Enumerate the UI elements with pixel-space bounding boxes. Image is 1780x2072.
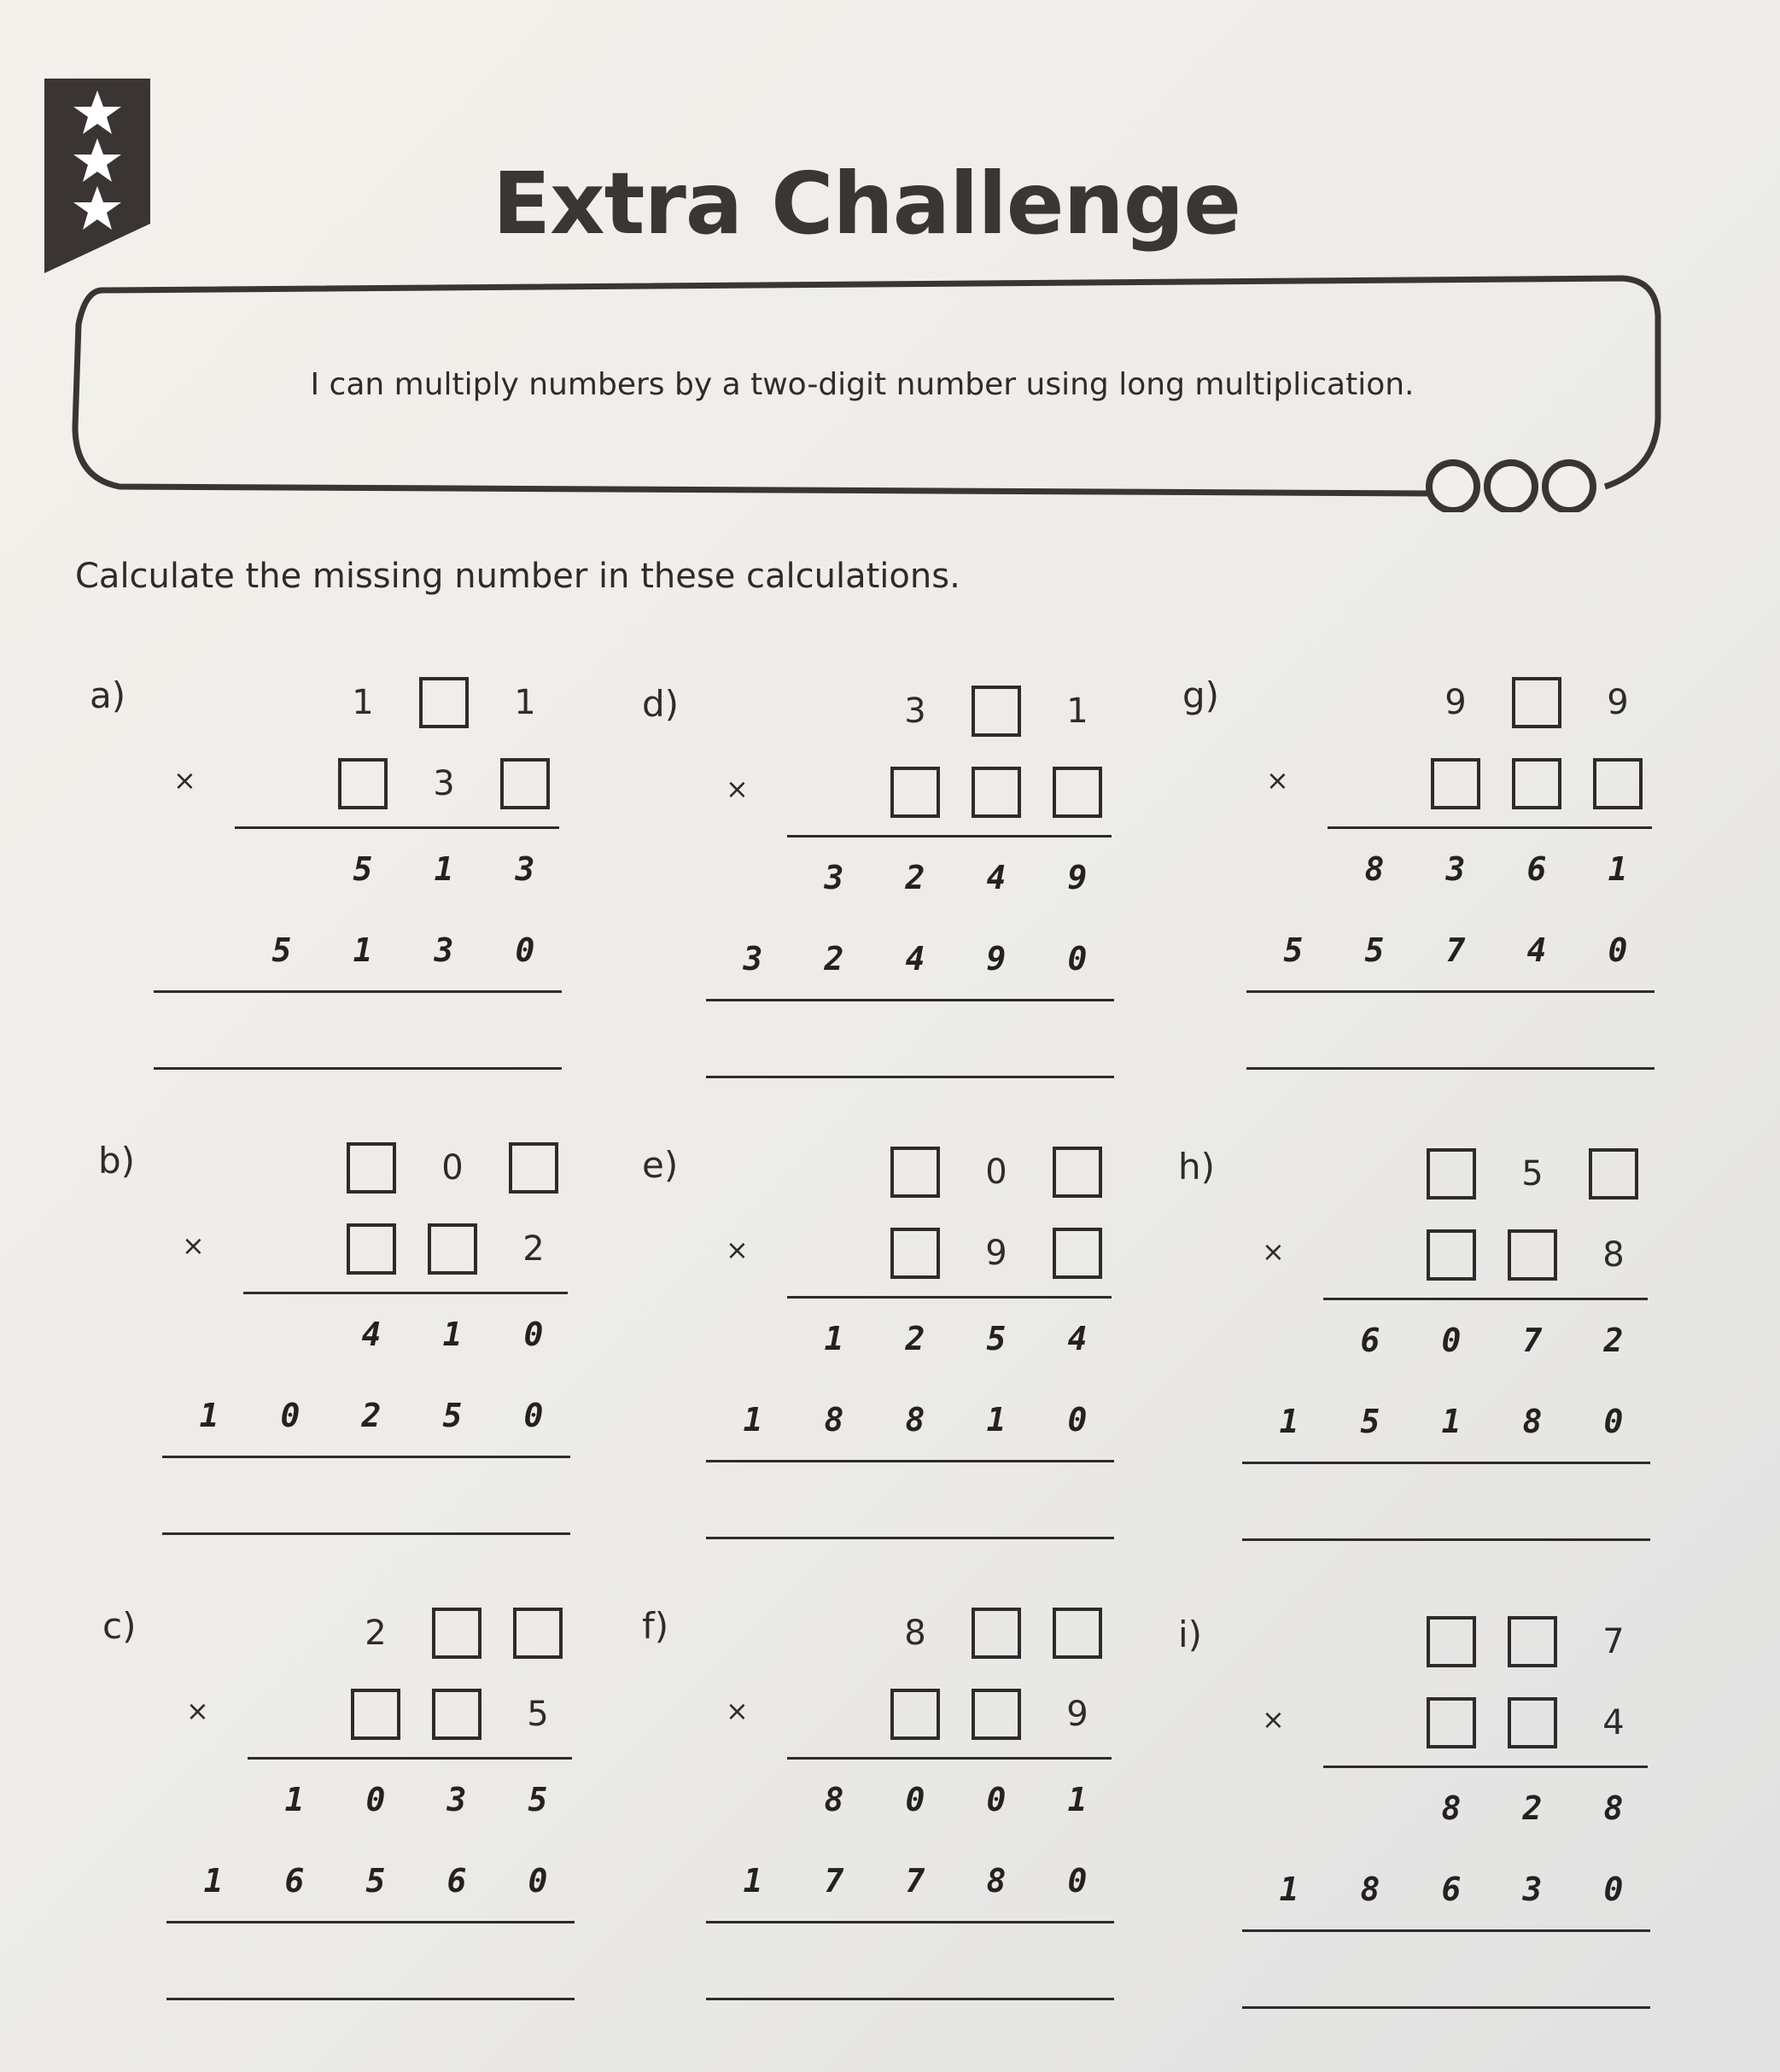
problem-b xyxy=(98,1140,610,1584)
sum-line xyxy=(162,1456,570,1458)
missing-digit-box[interactable] xyxy=(1508,1616,1557,1667)
answer-line[interactable] xyxy=(706,1537,1114,1539)
digit-cell[interactable] xyxy=(890,764,941,820)
given-digit: 9 xyxy=(1066,1695,1088,1734)
missing-digit-box[interactable] xyxy=(419,677,469,728)
missing-digit-box[interactable] xyxy=(500,758,550,809)
product-line xyxy=(235,826,559,829)
digit-cell[interactable] xyxy=(346,1140,397,1196)
handwritten-digit: 1 xyxy=(442,1316,463,1353)
digit-cell[interactable] xyxy=(1052,1605,1103,1661)
missing-digit-box[interactable] xyxy=(1427,1697,1476,1748)
handwritten-digit: 5 xyxy=(1360,1403,1380,1440)
given-digit: 3 xyxy=(433,764,455,803)
handwritten-digit: 5 xyxy=(1364,931,1385,969)
digit-cell[interactable] xyxy=(1430,756,1481,812)
missing-digit-box[interactable] xyxy=(513,1608,563,1659)
problem-label: c) xyxy=(102,1605,137,1647)
handwritten-digit: 0 xyxy=(1608,931,1628,969)
handwritten-digit: 1 xyxy=(434,850,454,888)
multiply-sign: × xyxy=(1262,1235,1285,1268)
digit-cell[interactable] xyxy=(431,1686,482,1742)
digit-cell[interactable] xyxy=(971,683,1022,739)
handwritten-digit: 0 xyxy=(1603,1403,1624,1440)
sum-line xyxy=(706,1460,1114,1462)
missing-digit-box[interactable] xyxy=(351,1689,400,1740)
missing-digit-box[interactable] xyxy=(432,1608,481,1659)
missing-digit-box[interactable] xyxy=(1589,1148,1638,1199)
handwritten-digit: 3 xyxy=(1522,1871,1543,1908)
problem-e xyxy=(642,1144,1154,1588)
handwritten-digit: 3 xyxy=(743,940,763,978)
given-digit: 8 xyxy=(904,1614,926,1653)
multiply-sign: × xyxy=(186,1695,209,1727)
handwritten-digit: 0 xyxy=(905,1781,925,1818)
handwritten-digit: 0 xyxy=(523,1397,544,1434)
problem-h xyxy=(1178,1146,1690,1590)
answer-line[interactable] xyxy=(1242,1538,1650,1541)
handwritten-digit: 7 xyxy=(905,1862,925,1900)
given-digit: 5 xyxy=(1521,1154,1544,1194)
digit-cell[interactable] xyxy=(346,1221,397,1277)
handwritten-digit: 8 xyxy=(824,1781,844,1818)
sum-line xyxy=(154,990,562,993)
handwritten-digit: 8 xyxy=(1603,1789,1624,1827)
problem-label: i) xyxy=(1178,1614,1203,1655)
product-line xyxy=(787,1296,1112,1299)
digit-cell[interactable] xyxy=(1426,1146,1477,1202)
answer-line[interactable] xyxy=(706,1076,1114,1078)
handwritten-digit: 0 xyxy=(280,1397,301,1434)
missing-digit-box[interactable] xyxy=(1508,1229,1557,1281)
missing-digit-box[interactable] xyxy=(890,1228,940,1279)
digit-cell[interactable] xyxy=(1588,1146,1639,1202)
handwritten-digit: 4 xyxy=(1526,931,1547,969)
product-line xyxy=(1323,1298,1648,1300)
missing-digit-box[interactable] xyxy=(1053,767,1102,818)
handwritten-digit: 0 xyxy=(986,1781,1007,1818)
problem-a xyxy=(90,674,602,1118)
handwritten-digit: 2 xyxy=(905,859,925,896)
missing-digit-box[interactable] xyxy=(347,1142,396,1194)
handwritten-digit: 0 xyxy=(523,1316,544,1353)
handwritten-digit: 4 xyxy=(986,859,1007,896)
digit-cell[interactable] xyxy=(350,1686,401,1742)
handwritten-digit: 2 xyxy=(1522,1789,1543,1827)
missing-digit-box[interactable] xyxy=(338,758,388,809)
given-digit: 9 xyxy=(1444,683,1467,722)
missing-digit-box[interactable] xyxy=(428,1223,477,1275)
handwritten-digit: 5 xyxy=(1283,931,1304,969)
digit-cell[interactable] xyxy=(1511,674,1562,731)
missing-digit-box[interactable] xyxy=(890,767,940,818)
digit-cell[interactable] xyxy=(1052,1144,1103,1200)
multiply-sign: × xyxy=(1266,764,1289,797)
problem-i xyxy=(1178,1614,1690,2057)
given-digit: 1 xyxy=(352,683,374,722)
handwritten-digit: 5 xyxy=(528,1781,548,1818)
digit-cell[interactable] xyxy=(418,674,470,731)
problem-label: g) xyxy=(1182,674,1220,716)
problem-label: a) xyxy=(90,674,126,716)
missing-digit-box[interactable] xyxy=(890,1689,940,1740)
handwritten-digit: 0 xyxy=(1603,1871,1624,1908)
answer-line[interactable] xyxy=(162,1532,570,1535)
digit-cell[interactable] xyxy=(512,1605,563,1661)
digit-cell[interactable] xyxy=(971,1686,1022,1742)
digit-cell[interactable] xyxy=(890,1225,941,1281)
sum-line xyxy=(1242,1462,1650,1464)
multiply-sign: × xyxy=(726,773,749,805)
problem-g xyxy=(1182,674,1695,1118)
instruction-text: Calculate the missing number in these calculations. xyxy=(75,557,960,596)
page-title: Extra Challenge xyxy=(492,154,1241,254)
digit-cell[interactable] xyxy=(1426,1614,1477,1670)
handwritten-digit: 5 xyxy=(442,1397,463,1434)
handwritten-digit: 8 xyxy=(905,1401,925,1439)
problem-label: b) xyxy=(98,1140,136,1182)
handwritten-digit: 8 xyxy=(1522,1403,1543,1440)
missing-digit-box[interactable] xyxy=(1427,1616,1476,1667)
handwritten-digit: 4 xyxy=(361,1316,382,1353)
answer-line[interactable] xyxy=(1242,2006,1650,2009)
given-digit: 1 xyxy=(1066,692,1088,731)
missing-digit-box[interactable] xyxy=(432,1689,481,1740)
missing-digit-box[interactable] xyxy=(972,1689,1021,1740)
handwritten-digit: 6 xyxy=(446,1862,467,1900)
digit-cell[interactable] xyxy=(1426,1227,1477,1283)
handwritten-digit: 6 xyxy=(1360,1322,1380,1359)
handwritten-digit: 1 xyxy=(743,1862,763,1900)
product-line xyxy=(787,1757,1112,1760)
digit-cell[interactable] xyxy=(1052,1225,1103,1281)
missing-digit-box[interactable] xyxy=(972,1608,1021,1659)
product-line xyxy=(787,835,1112,838)
missing-digit-box[interactable] xyxy=(1431,758,1480,809)
handwritten-digit: 3 xyxy=(446,1781,467,1818)
missing-digit-box[interactable] xyxy=(1053,1608,1102,1659)
handwritten-digit: 0 xyxy=(1441,1322,1462,1359)
handwritten-digit: 3 xyxy=(1445,850,1466,888)
answer-line[interactable] xyxy=(1246,1067,1655,1070)
digit-cell[interactable] xyxy=(890,1144,941,1200)
problem-label: e) xyxy=(642,1144,679,1186)
digit-cell[interactable] xyxy=(499,756,551,812)
problem-f xyxy=(642,1605,1154,2049)
handwritten-digit: 1 xyxy=(1608,850,1628,888)
handwritten-digit: 7 xyxy=(1445,931,1466,969)
digit-cell[interactable] xyxy=(890,1686,941,1742)
handwritten-digit: 3 xyxy=(434,931,454,969)
given-digit: 8 xyxy=(1602,1235,1625,1275)
sum-line xyxy=(1242,1929,1650,1932)
digit-cell[interactable] xyxy=(508,1140,559,1196)
missing-digit-box[interactable] xyxy=(1512,677,1561,728)
handwritten-digit: 2 xyxy=(1603,1322,1624,1359)
handwritten-digit: 7 xyxy=(1522,1322,1543,1359)
sum-line xyxy=(706,1921,1114,1923)
handwritten-digit: 8 xyxy=(1360,1871,1380,1908)
given-digit: 0 xyxy=(441,1148,464,1188)
handwritten-digit: 8 xyxy=(986,1862,1007,1900)
handwritten-digit: 5 xyxy=(986,1320,1007,1357)
handwritten-digit: 8 xyxy=(824,1401,844,1439)
sum-line xyxy=(706,999,1114,1001)
missing-digit-box[interactable] xyxy=(972,686,1021,737)
sum-line xyxy=(1246,990,1655,993)
missing-digit-box[interactable] xyxy=(1053,1228,1102,1279)
handwritten-digit: 1 xyxy=(986,1401,1007,1439)
problem-d xyxy=(642,683,1154,1127)
digit-cell[interactable] xyxy=(1507,1227,1558,1283)
missing-digit-box[interactable] xyxy=(1427,1148,1476,1199)
handwritten-digit: 9 xyxy=(1067,859,1088,896)
handwritten-digit: 0 xyxy=(528,1862,548,1900)
digit-cell[interactable] xyxy=(427,1221,478,1277)
handwritten-digit: 1 xyxy=(1279,1403,1299,1440)
handwritten-digit: 2 xyxy=(824,940,844,978)
digit-cell[interactable] xyxy=(1511,756,1562,812)
answer-line[interactable] xyxy=(706,1998,1114,2000)
digit-cell[interactable] xyxy=(337,756,388,812)
handwritten-digit: 0 xyxy=(1067,940,1088,978)
missing-digit-box[interactable] xyxy=(1053,1147,1102,1198)
digit-cell[interactable] xyxy=(1507,1614,1558,1670)
handwritten-digit: 1 xyxy=(824,1320,844,1357)
product-line xyxy=(248,1757,572,1760)
handwritten-digit: 6 xyxy=(1526,850,1547,888)
product-line xyxy=(243,1292,568,1294)
handwritten-digit: 6 xyxy=(1441,1871,1462,1908)
given-digit: 7 xyxy=(1602,1622,1625,1661)
handwritten-digit: 2 xyxy=(905,1320,925,1357)
multiply-sign: × xyxy=(173,764,196,797)
handwritten-digit: 5 xyxy=(271,931,292,969)
product-line xyxy=(1323,1766,1648,1768)
multiply-sign: × xyxy=(726,1234,749,1266)
digit-cell[interactable] xyxy=(971,1605,1022,1661)
problem-label: h) xyxy=(1178,1146,1216,1188)
given-digit: 9 xyxy=(985,1234,1007,1273)
given-digit: 2 xyxy=(365,1614,387,1653)
sum-line xyxy=(166,1921,575,1923)
answer-line[interactable] xyxy=(166,1998,575,2000)
handwritten-digit: 0 xyxy=(365,1781,386,1818)
given-digit: 0 xyxy=(985,1153,1007,1192)
digit-cell[interactable] xyxy=(1052,764,1103,820)
handwritten-digit: 1 xyxy=(1067,1781,1088,1818)
digit-cell[interactable] xyxy=(1507,1695,1558,1751)
handwritten-digit: 3 xyxy=(515,850,535,888)
digit-cell[interactable] xyxy=(1426,1695,1477,1751)
handwritten-digit: 0 xyxy=(1067,1401,1088,1439)
missing-digit-box[interactable] xyxy=(509,1142,558,1194)
handwritten-digit: 1 xyxy=(1279,1871,1299,1908)
handwritten-digit: 4 xyxy=(905,940,925,978)
multiply-sign: × xyxy=(1262,1703,1285,1736)
problem-label: d) xyxy=(642,683,680,725)
handwritten-digit: 8 xyxy=(1441,1789,1462,1827)
handwritten-digit: 2 xyxy=(361,1397,382,1434)
problem-c xyxy=(102,1605,615,2049)
given-digit: 4 xyxy=(1602,1703,1625,1742)
handwritten-digit: 1 xyxy=(353,931,373,969)
missing-digit-box[interactable] xyxy=(972,767,1021,818)
handwritten-digit: 1 xyxy=(1441,1403,1462,1440)
handwritten-digit: 8 xyxy=(1364,850,1385,888)
given-digit: 3 xyxy=(904,692,926,731)
missing-digit-box[interactable] xyxy=(890,1147,940,1198)
given-digit: 5 xyxy=(527,1695,549,1734)
handwritten-digit: 1 xyxy=(199,1397,219,1434)
handwritten-digit: 1 xyxy=(743,1401,763,1439)
missing-digit-box[interactable] xyxy=(1508,1697,1557,1748)
handwritten-digit: 3 xyxy=(824,859,844,896)
missing-digit-box[interactable] xyxy=(347,1223,396,1275)
handwritten-digit: 1 xyxy=(284,1781,305,1818)
answer-line[interactable] xyxy=(154,1067,562,1070)
handwritten-digit: 6 xyxy=(284,1862,305,1900)
given-digit: 2 xyxy=(522,1229,545,1269)
handwritten-digit: 9 xyxy=(986,940,1007,978)
given-digit: 1 xyxy=(514,683,536,722)
digit-cell[interactable] xyxy=(971,764,1022,820)
handwritten-digit: 5 xyxy=(365,1862,386,1900)
digit-cell[interactable] xyxy=(1592,756,1643,812)
handwritten-digit: 7 xyxy=(824,1862,844,1900)
handwritten-digit: 5 xyxy=(353,850,373,888)
digit-cell[interactable] xyxy=(431,1605,482,1661)
handwritten-digit: 4 xyxy=(1067,1320,1088,1357)
handwritten-digit: 0 xyxy=(515,931,535,969)
problem-label: f) xyxy=(642,1605,669,1647)
missing-digit-box[interactable] xyxy=(1593,758,1643,809)
missing-digit-box[interactable] xyxy=(1512,758,1561,809)
product-line xyxy=(1328,826,1652,829)
handwritten-digit: 0 xyxy=(1067,1862,1088,1900)
handwritten-digit: 1 xyxy=(203,1862,224,1900)
missing-digit-box[interactable] xyxy=(1427,1229,1476,1281)
multiply-sign: × xyxy=(182,1229,205,1262)
given-digit: 9 xyxy=(1607,683,1629,722)
multiply-sign: × xyxy=(726,1695,749,1727)
learning-objective: I can multiply numbers by a two-digit number using long multiplication. xyxy=(310,367,1415,402)
